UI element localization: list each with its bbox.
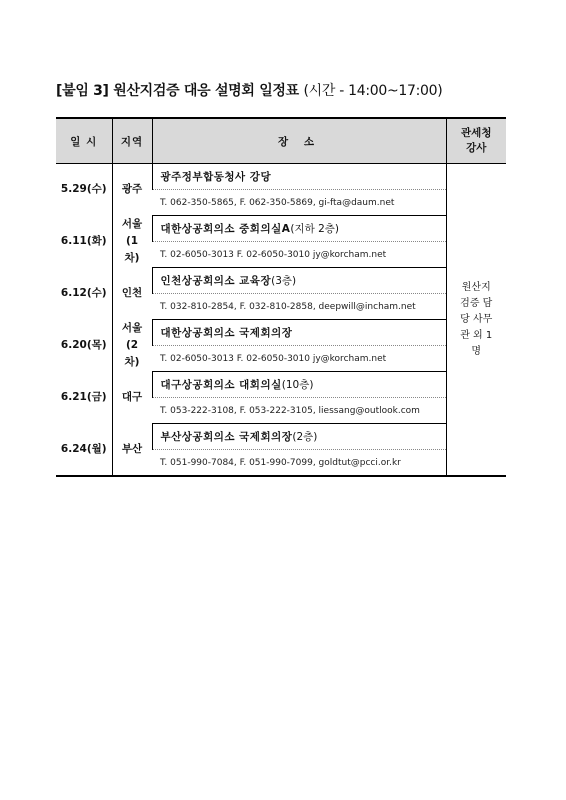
page-title bbox=[56, 80, 442, 100]
table-row bbox=[56, 164, 506, 190]
title-main: [붙임 3] 원산지검증 대응 설명회 일정표 bbox=[56, 83, 299, 99]
header-place: 장 소 bbox=[152, 118, 446, 164]
session-date: 5.29(수) bbox=[60, 183, 107, 196]
session-region: 서울 (2차) bbox=[112, 320, 152, 372]
session-region: 부산 bbox=[112, 424, 152, 477]
session-place: 광주정부합동청사 강당 bbox=[152, 164, 446, 190]
schedule-table bbox=[56, 117, 506, 477]
table-row bbox=[56, 216, 506, 242]
header-staff: 관세청 강사 bbox=[446, 118, 506, 164]
session-place: 대한상공회의소 국제회의장 bbox=[152, 320, 446, 346]
table-row bbox=[56, 320, 506, 346]
header-region: 지역 bbox=[112, 118, 152, 164]
session-region: 대구 bbox=[112, 372, 152, 424]
header-date: 일 시 bbox=[56, 118, 112, 164]
session-contact: T. 032-810-2854, F. 032-810-2858, deepwill@incham.net bbox=[152, 294, 446, 320]
session-region: 인천 bbox=[112, 268, 152, 320]
table-row bbox=[56, 268, 506, 294]
session-contact: T. 062-350-5865, F. 062-350-5869, gi-fta@daum.net bbox=[152, 190, 446, 216]
table-row bbox=[56, 424, 506, 450]
session-date: 6.20(목) bbox=[60, 339, 107, 351]
title-time: (시간 - 14:00~17:00) bbox=[303, 83, 443, 99]
session-region: 서울 (1차) bbox=[112, 216, 152, 268]
table-row bbox=[56, 372, 506, 398]
session-place: 인천상공회의소 교육장(3층) bbox=[152, 268, 446, 294]
table-header-row bbox=[56, 118, 506, 164]
session-place: 대구상공회의소 대회의실(10층) bbox=[152, 372, 446, 398]
session-contact: T. 053-222-3108, F. 053-222-3105, liessang@outlook.com bbox=[152, 398, 446, 424]
session-date: 6.12(수) bbox=[60, 287, 107, 299]
session-region: 광주 bbox=[112, 164, 152, 216]
session-date: 6.24(월) bbox=[56, 424, 112, 477]
session-place: 부산상공회의소 국제회의장(2층) bbox=[152, 424, 446, 450]
session-place: 대한상공회의소 중회의실A(지하 2층) bbox=[152, 216, 446, 242]
session-date: 6.11(화) bbox=[60, 235, 107, 247]
session-date: 6.21(금) bbox=[60, 391, 107, 403]
session-contact: T. 051-990-7084, F. 051-990-7099, goldtut@pcci.or.kr bbox=[152, 450, 446, 477]
session-contact: T. 02-6050-3013 F. 02-6050-3010 jy@korcham.net bbox=[152, 346, 446, 372]
staff-note: 원산지 검증 담당 사무관 외 1명 bbox=[446, 164, 506, 477]
session-contact: T. 02-6050-3013 F. 02-6050-3010 jy@korcham.net bbox=[152, 242, 446, 268]
